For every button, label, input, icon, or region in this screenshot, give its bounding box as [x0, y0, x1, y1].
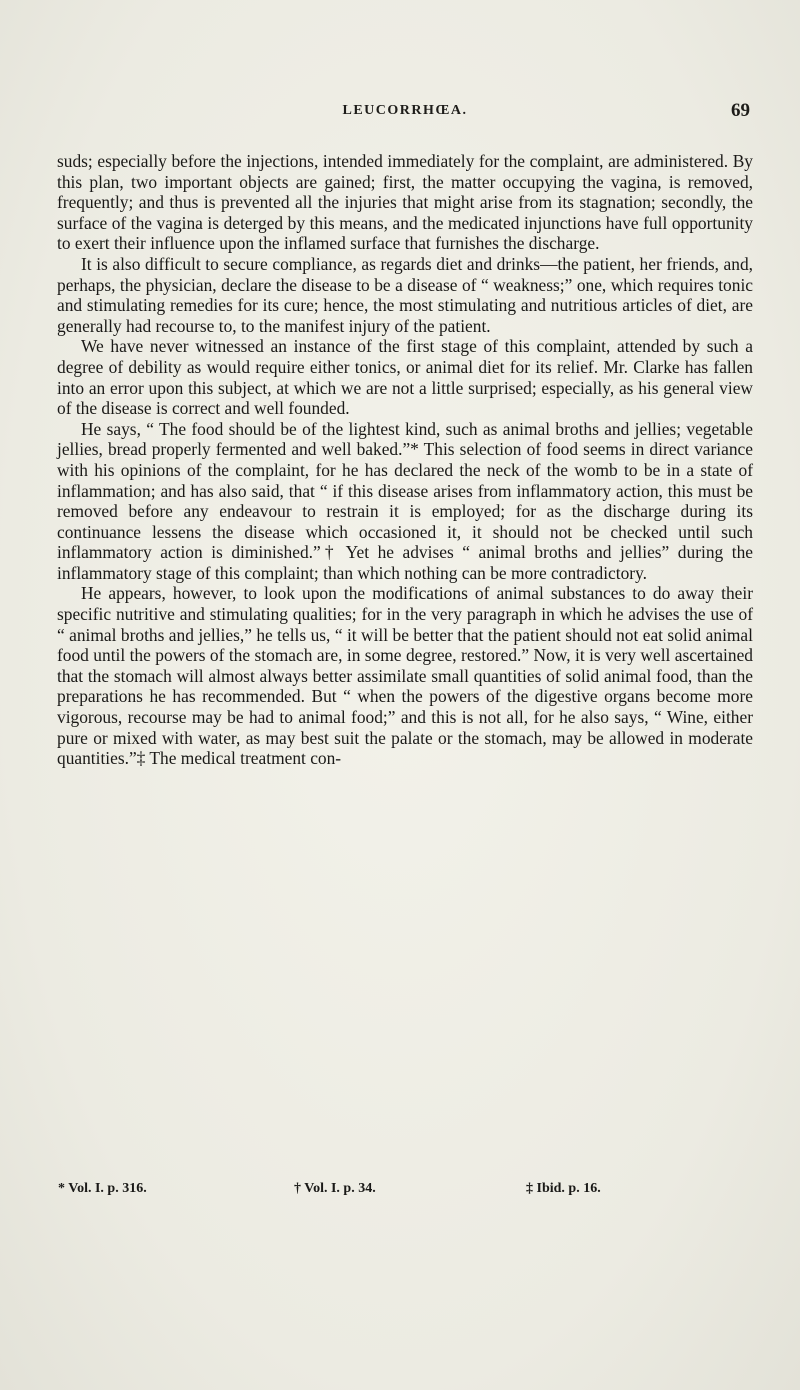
body-text: [57, 151, 753, 769]
running-title: LEUCORRHŒA.: [342, 103, 468, 118]
paragraph: suds; especially before the injections, intended immediately for the complaint, are administered. By this plan, two important objects are gained; first, the matter occupying the vagina, is removed, frequently; and thus is prevented all the injuries that might arise from its stagnation; secondly, the surface of the vagina is deterged by this means, and the medicated injunctions have full opportunity to exert their influence upon the inflamed surface that furnishes the discharge.: [57, 151, 753, 254]
paragraph: It is also difficult to secure compliance, as regards diet and drinks—the patient, her friends, and, perhaps, the physician, declare the disease to be a disease of “ weakness;” one, which requires tonic and stimulating remedies for its cure; hence, the most stimulating and nutritious articles of diet, are generally had recourse to, to the manifest injury of the patient.: [57, 253, 753, 336]
footnote: * Vol. I. p. 316.: [58, 1181, 147, 1196]
paragraph: He appears, however, to look upon the modifications of animal substances to do away their specific nutritive and stimulating qualities; for in the very paragraph in which he advises the use of “ animal broths and jellies,” he tells us, “ it will be better that the patient should not eat solid animal food until the powers of the stomach are, in some degree, restored.” Now, it is very well ascertained that the stomach will almost always better assimilate small quantities of solid animal food, than the preparations he has recommended. But “ when the powers of the digestive organs become more vigorous, recourse may be had to animal food;” and this is not all, for he also says, “ Wine, either pure or mixed with water, as may best suit the palate or the stomach, may be allowed in moderate quantities.”‡ The medical treatment con-: [57, 583, 753, 769]
paragraph: We have never witnessed an instance of the first stage of this complaint, attended by such a degree of debility as would require either tonics, or animal diet for its relief. Mr. Clarke has fallen into an error upon this subject, at which we are not a little surprised; especially, as his general view of the disease is correct and well founded.: [57, 336, 753, 419]
paragraph: He says, “ The food should be of the lightest kind, such as animal broths and jellies; vegetable jellies, bread properly fermented and well baked.”* This selection of food seems in direct variance with his opinions of the complaint, for he has declared the neck of the womb to be in a state of inflammation; and has also said, that “ if this disease arises from inflammatory action, this must be removed before any endeavour to restrain it is employed; for as the discharge during its continuance lessens the disease which occasioned it, it should not be checked until such inflammatory action is diminished.”† Yet he advises “ animal broths and jellies” during the inflammatory stage of this complaint; than which nothing can be more contradictory.: [57, 418, 753, 583]
footnote: ‡ Ibid. p. 16.: [526, 1181, 601, 1196]
footnote: † Vol. I. p. 34.: [294, 1181, 376, 1196]
page-header: [60, 100, 750, 123]
page-number: 69: [731, 100, 750, 121]
